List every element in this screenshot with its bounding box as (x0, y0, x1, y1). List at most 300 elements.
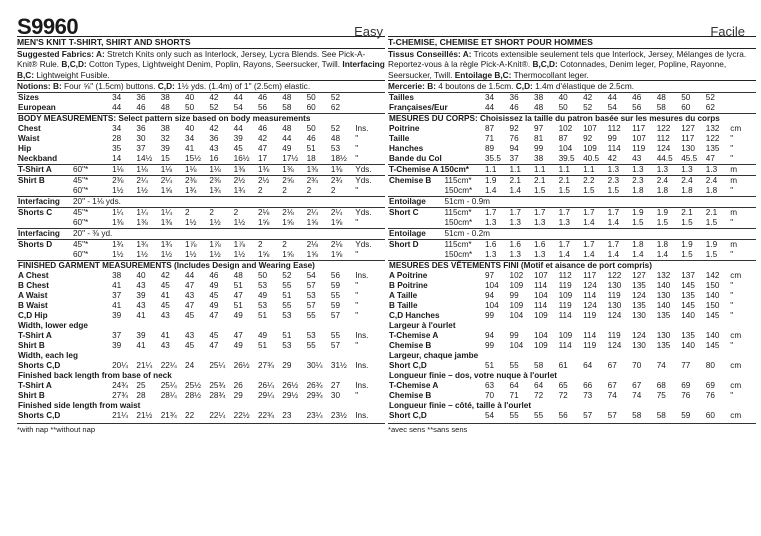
table-cell: " (355, 154, 359, 164)
table-cell: 28 (112, 134, 122, 144)
table-cell (729, 93, 756, 104)
table-cell: 39 (112, 311, 122, 321)
table-row (17, 134, 385, 144)
table-cell: 104 (484, 301, 499, 311)
row-label: Longueur finie – dos, votre nuque à l'ourlet (389, 371, 557, 381)
table-cell (72, 271, 111, 281)
table-row (388, 341, 756, 351)
table-cell: 45"* (72, 176, 111, 187)
table-cell: 1.4 (484, 186, 497, 196)
table-cell: 52 (209, 103, 219, 113)
table-cell: 45 (233, 144, 243, 154)
table-cell: 40 (184, 93, 208, 104)
table-cell: 20" - 1⅛ yds. (72, 197, 385, 208)
table-cell (72, 391, 111, 401)
table-cell: 1.7 (558, 240, 583, 251)
table-cell (443, 124, 484, 134)
table-cell: 140 (705, 331, 720, 341)
table-row (388, 271, 756, 281)
table-cell: 1.8 (656, 186, 669, 196)
row-label: Hanches (389, 144, 424, 154)
table-cell: 1⅞ (184, 240, 208, 251)
table-cell: 39 (112, 341, 122, 351)
table-cell: 137 (681, 271, 695, 281)
table-cell: 2⅛ (306, 240, 330, 251)
table-cell: 1.6 (533, 240, 558, 251)
table-cell: m (729, 165, 756, 176)
table-cell: 18½ (330, 154, 347, 164)
table-cell: 1.4 (509, 186, 521, 196)
table-cell: 23 (282, 411, 292, 421)
table-cell: 1.5 (607, 186, 620, 196)
table-cell: 2⅜ (208, 176, 232, 187)
yardage-table (17, 92, 385, 421)
table-cell: 45"* (72, 240, 111, 251)
table-cell: 1.9 (705, 240, 730, 251)
table-cell: 22 (185, 411, 195, 421)
table-cell: 64 (583, 361, 593, 371)
table-cell: 52 (330, 124, 341, 134)
table-cell (72, 154, 111, 165)
table-cell: " (730, 311, 734, 321)
table-cell: 27¾ (112, 391, 129, 401)
table-cell: 48 (233, 271, 243, 281)
table-cell: 18 (306, 154, 316, 164)
table-cell: " (730, 341, 734, 351)
table-cell: 1¾ (111, 240, 135, 251)
table-cell: 55 (330, 291, 341, 301)
table-cell (443, 271, 484, 281)
table-cell: 43 (185, 331, 195, 341)
table-cell: " (355, 391, 359, 401)
table-cell: 102 (509, 271, 524, 281)
table-cell: 43 (160, 311, 170, 321)
table-cell: 1.3 (509, 250, 521, 260)
table-cell: 1¼ (160, 208, 184, 219)
table-cell: 94 (509, 144, 519, 154)
table-cell: 1½ (233, 250, 246, 260)
table-cell: 114 (534, 281, 548, 291)
table-cell: 2.1 (705, 208, 730, 219)
table-cell: 1.5 (534, 186, 546, 196)
table-cell: 127 (632, 271, 646, 281)
table-cell: 55 (509, 361, 519, 371)
table-row (388, 401, 756, 411)
table-cell: 119 (558, 301, 572, 311)
table-cell: 43 (185, 291, 195, 301)
table-row (17, 401, 385, 411)
table-cell: 53 (257, 301, 268, 311)
table-cell: 49 (257, 291, 268, 301)
table-cell: 135 (656, 311, 671, 321)
table-cell: 2¾ (330, 176, 354, 187)
table-cell: 104 (534, 331, 548, 341)
table-cell: 34 (484, 93, 509, 104)
table-cell: 115cm* (443, 240, 484, 251)
table-cell: 67 (632, 381, 642, 391)
table-cell: 114 (558, 341, 572, 351)
table-cell (72, 103, 111, 114)
table-cell: 1⅝ (306, 250, 318, 260)
table-cell: " (730, 250, 734, 260)
row-label: T-Shirt A (17, 165, 72, 176)
table-cell: 2 (233, 208, 257, 219)
table-row (17, 240, 385, 251)
table-cell (443, 301, 484, 311)
table-cell: 1.7 (582, 240, 607, 251)
table-cell: 21¾ (160, 411, 177, 421)
table-cell: 1.3 (509, 218, 521, 228)
table-cell: " (355, 250, 359, 260)
table-cell: Yds. (354, 240, 385, 251)
table-cell: 1½ (185, 218, 197, 228)
table-cell: 1⅜ (233, 165, 257, 176)
row-label: Largeur à l'ourlet (389, 321, 456, 331)
table-row (17, 218, 385, 229)
row-label: Width, lower edge (18, 321, 88, 331)
table-cell: 76 (681, 391, 691, 401)
row-label: Shorts D (17, 240, 72, 251)
table-cell: 25 (136, 381, 146, 391)
table-cell: 48 (281, 93, 305, 104)
table-cell: 24 (185, 361, 195, 371)
table-cell: 109 (534, 311, 548, 321)
table-cell: 1.3 (534, 250, 546, 260)
row-label: MESURES DES VÊTEMENTS FINI (Motif et aisance de port compris) (388, 261, 756, 272)
table-cell: cm (730, 381, 742, 391)
table-cell: 52 (705, 93, 730, 104)
table-cell: 1.3 (484, 250, 497, 260)
table-cell: 150cm* (444, 218, 473, 228)
table-cell: 14½ (136, 154, 153, 164)
table-cell (72, 134, 111, 144)
row-label: Width, each leg (18, 351, 78, 361)
table-cell: 2¼ (135, 176, 159, 187)
table-cell: 46 (509, 103, 519, 113)
table-cell: 16½ (233, 154, 250, 164)
row-label (388, 218, 443, 229)
table-cell: 130 (632, 341, 646, 351)
table-cell: 26¼ (257, 381, 274, 391)
table-row (388, 240, 756, 251)
table-cell: 1½ (185, 250, 197, 260)
table-cell: 1.3 (705, 165, 730, 176)
row-label: Sizes (17, 93, 72, 104)
table-cell: 109 (509, 281, 524, 291)
table-cell: Yds. (354, 165, 385, 176)
table-cell: 23¼ (306, 411, 323, 421)
table-cell: 42 (257, 134, 268, 144)
table-cell (72, 124, 111, 134)
table-cell: 60"* (72, 218, 89, 228)
table-row (388, 176, 756, 187)
table-cell: 104 (534, 291, 548, 301)
nap-footnote-fr: *avec sens **sans sens (388, 423, 756, 435)
table-cell (72, 331, 111, 341)
table-cell: 20¼ (112, 361, 129, 371)
table-cell: 43 (136, 301, 146, 311)
text-run: Cotton Types, Lightweight Denim, Poplin, Rayons, Seersucker, Twill. (86, 59, 343, 70)
table-cell: 55 (306, 341, 316, 351)
table-cell: 119 (583, 311, 597, 321)
table-cell: 44.5 (656, 154, 673, 164)
row-label: Shorts C,D (18, 411, 61, 421)
table-cell: 36 (209, 134, 219, 144)
table-cell (354, 93, 385, 104)
table-cell: 1.5 (656, 218, 669, 228)
table-cell: 27¾ (257, 361, 274, 371)
table-cell: m (729, 176, 756, 187)
table-cell: 42 (208, 93, 232, 104)
text-run: 1.4m d'élastique de 2.5cm. (532, 81, 635, 92)
table-row (17, 165, 385, 176)
table-row (17, 103, 385, 114)
table-cell: 1.8 (681, 186, 693, 196)
table-cell: 2 (281, 240, 305, 251)
table-cell: 1⅝ (160, 186, 173, 196)
row-label: Bande du Col (389, 154, 442, 164)
table-cell: 1.7 (484, 208, 509, 219)
table-cell: 1.6 (509, 240, 534, 251)
table-cell: 37 (112, 331, 122, 341)
table-cell: " (355, 301, 359, 311)
table-cell: 2 (282, 186, 287, 196)
table-cell: 38 (160, 124, 170, 134)
table-cell: 1½ (136, 250, 148, 260)
table-cell: " (355, 281, 359, 291)
table-row (388, 93, 756, 104)
text-run: 4 boutons de 1.5cm. (435, 81, 516, 92)
table-row (388, 229, 756, 240)
table-cell: 2 (257, 240, 281, 251)
table-cell: 130 (607, 301, 622, 311)
table-cell: " (355, 341, 359, 351)
table-cell: 58 (534, 361, 544, 371)
english-header (17, 0, 385, 39)
table-cell: 1.1 (582, 165, 607, 176)
table-cell: 43 (136, 281, 146, 291)
table-cell: 43 (209, 144, 219, 154)
table-row (17, 176, 385, 187)
table-cell: 124 (632, 291, 646, 301)
table-cell: 124 (607, 311, 622, 321)
table-cell: 57 (583, 411, 593, 421)
table-cell: 57 (330, 341, 341, 351)
table-row (17, 291, 385, 301)
table-cell (443, 134, 484, 144)
table-cell: 50 (185, 103, 195, 113)
table-cell: 45"* (72, 208, 111, 219)
table-cell: 145 (681, 281, 695, 291)
table-row (388, 321, 756, 331)
table-cell: 39 (233, 134, 243, 144)
row-label: Chemise B (389, 341, 432, 351)
table-row (388, 197, 756, 208)
table-cell: 44 (282, 134, 292, 144)
table-cell: 53 (306, 291, 316, 301)
table-cell: 117 (583, 271, 597, 281)
table-cell: 74 (607, 391, 617, 401)
table-cell: 30 (136, 134, 146, 144)
row-label: Chemise B (389, 391, 432, 401)
row-label: Françaises/Eur (389, 103, 448, 113)
table-cell: 53 (282, 341, 292, 351)
table-cell: 56 (257, 103, 268, 113)
table-cell: 109 (583, 144, 597, 154)
table-cell (443, 144, 484, 154)
table-cell: 51 (484, 361, 495, 371)
table-cell: Ins. (355, 271, 369, 281)
table-cell: 1.9 (656, 208, 681, 219)
table-cell: 140 (656, 281, 671, 291)
table-cell: " (730, 391, 734, 401)
table-cell: 69 (681, 381, 691, 391)
table-cell: 25¾ (209, 381, 226, 391)
table-cell: 31½ (330, 361, 347, 371)
table-cell: 54 (233, 103, 243, 113)
table-cell: 25¼ (160, 381, 177, 391)
suggested-fabrics (17, 49, 385, 80)
table-row (388, 371, 756, 381)
table-cell: 52 (330, 93, 354, 104)
table-cell (729, 103, 756, 114)
table-row (388, 281, 756, 291)
table-row (388, 361, 756, 371)
table-cell: 114 (583, 291, 597, 301)
table-cell: 2¼ (160, 176, 184, 187)
table-cell: 21½ (136, 411, 153, 421)
table-cell: 99 (509, 291, 519, 301)
table-cell: 17 (257, 154, 268, 164)
table-cell: 104 (509, 311, 524, 321)
table-cell: 112 (558, 271, 572, 281)
table-cell: 58 (656, 103, 666, 113)
table-cell: 44 (607, 93, 632, 104)
table-cell (72, 144, 111, 154)
table-cell: 20" - ⅜ yd. (72, 229, 385, 240)
table-cell: 2½ (233, 176, 257, 187)
row-label: Largeur, chaque jambe (389, 351, 479, 361)
table-cell: 42 (607, 154, 617, 164)
table-cell: 75 (656, 391, 666, 401)
table-cell: 46 (306, 134, 316, 144)
table-cell: " (730, 154, 734, 164)
table-cell: 2 (184, 208, 208, 219)
table-row (17, 186, 385, 197)
row-label: Neckband (18, 154, 58, 164)
table-cell: 87 (484, 124, 495, 134)
table-cell: " (355, 291, 359, 301)
table-cell: 55 (534, 411, 544, 421)
table-cell: 22¼ (160, 361, 177, 371)
english-panel (17, 0, 385, 435)
table-cell: 2.4 (656, 176, 681, 187)
table-cell: 39 (136, 331, 146, 341)
table-cell: 35 (112, 144, 122, 154)
text-run: Thermocollant leger. (511, 69, 589, 80)
row-label: BODY MEASUREMENTS: Select pattern size based on body measurements (17, 114, 385, 125)
table-cell: 140 (656, 301, 671, 311)
table-cell: 117 (632, 124, 646, 134)
table-cell: 2⅜ (184, 176, 208, 187)
table-cell: 1.5 (705, 218, 718, 228)
table-cell: 24¾ (112, 381, 129, 391)
table-cell: cm (730, 124, 742, 134)
table-cell: 2⅛ (281, 208, 305, 219)
table-cell: 109 (558, 331, 573, 341)
row-label (17, 218, 72, 229)
table-cell: 2¾ (306, 176, 330, 187)
table-cell: 2⅜ (111, 176, 135, 187)
table-cell: 70 (632, 361, 642, 371)
table-cell (72, 93, 111, 104)
table-cell: 34 (112, 124, 122, 134)
table-cell: 47 (257, 144, 268, 154)
table-cell: 23½ (330, 411, 347, 421)
table-cell: 2½ (257, 176, 281, 187)
table-cell: 92 (509, 124, 519, 134)
table-row (388, 291, 756, 301)
table-cell: 77 (681, 361, 691, 371)
table-cell: 2.3 (607, 176, 632, 187)
table-cell: 109 (534, 341, 548, 351)
table-cell (443, 361, 484, 371)
table-cell: 41 (185, 144, 195, 154)
table-cell: 107 (583, 124, 597, 134)
table-cell: 2 (330, 186, 336, 196)
table-cell: 1.9 (484, 176, 509, 187)
table-row (17, 371, 385, 381)
table-cell: 48 (282, 124, 292, 134)
table-cell: 1½ (136, 186, 148, 196)
table-cell: 1.4 (607, 250, 620, 260)
table-cell: 57 (306, 301, 316, 311)
table-cell: 1.4 (583, 218, 595, 228)
table-row (388, 134, 756, 144)
table-cell: 60 (681, 103, 691, 113)
table-cell: 107 (534, 271, 548, 281)
table-cell: 1.7 (533, 208, 558, 219)
table-cell: 1⅝ (257, 250, 270, 260)
row-label (388, 250, 443, 261)
table-cell (443, 391, 484, 401)
table-cell: 1.5 (705, 250, 718, 260)
table-cell: 1⅝ (330, 250, 343, 260)
table-cell: 51 (233, 301, 243, 311)
table-cell: 1.5 (681, 250, 693, 260)
table-cell: 59 (330, 301, 341, 311)
table-cell: 21¼ (112, 411, 129, 421)
table-cell: 81 (534, 134, 544, 144)
table-row (17, 331, 385, 341)
table-cell: 44 (484, 103, 495, 113)
table-cell: 49 (233, 311, 243, 321)
table-cell: 42 (582, 93, 607, 104)
row-label: Shirt B (18, 341, 45, 351)
table-cell: 130 (681, 144, 695, 154)
table-cell: 49 (209, 301, 219, 311)
row-label: A Taille (389, 291, 418, 301)
table-cell: 49 (233, 341, 243, 351)
row-label: FINISHED GARMENT MEASUREMENTS (Includes Design and Wearing Ease) (17, 261, 385, 272)
table-cell: 1.7 (509, 208, 534, 219)
table-cell: Ins. (355, 361, 369, 371)
label-run: Tissus Conseillés: A: (388, 49, 472, 59)
table-cell: 36 (136, 124, 146, 134)
table-cell: 1½ (233, 218, 246, 228)
table-cell: 51cm - 0.2m (443, 229, 756, 240)
table-cell: 69 (705, 381, 715, 391)
